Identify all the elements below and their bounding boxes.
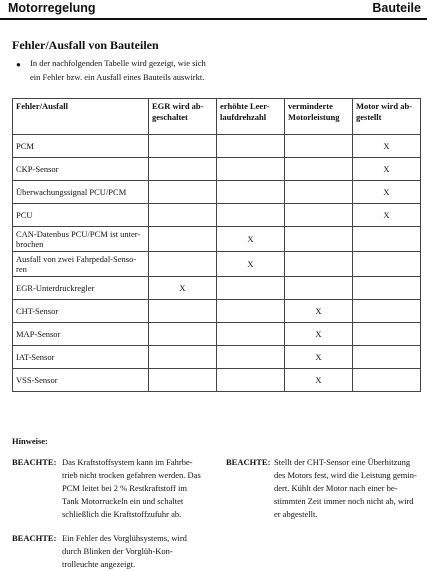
effect-cell [285, 277, 353, 300]
table-row [13, 300, 421, 323]
effect-cell [149, 181, 217, 204]
effect-cell: X [353, 135, 421, 158]
table-header: EGR wird ab- geschaltet [149, 99, 217, 135]
component-name-cell: VSS-Sensor [13, 369, 149, 392]
effect-cell [353, 323, 421, 346]
header-right: Bauteile [372, 1, 421, 15]
effect-cell: X [353, 204, 421, 227]
header-left: Motorregelung [8, 1, 96, 15]
effect-cell [149, 252, 217, 277]
note-glow [12, 532, 222, 569]
note-text: Stellt der CHT-Sensor eine Überhitzung des Motors fest, wird die Leistung gemin- dert. Kühlt der Motor nach einer be- stimmten Zeit immer noch nicht ab, wird er abgestellt. [274, 457, 417, 519]
table-header: Fehler/Ausfall [13, 99, 149, 135]
effect-cell [285, 181, 353, 204]
table-row [13, 346, 421, 369]
effect-cell [149, 323, 217, 346]
bullet-icon: ● [16, 60, 21, 69]
effect-cell [149, 135, 217, 158]
effect-cell [285, 135, 353, 158]
effect-cell [217, 300, 285, 323]
component-name-cell: EGR-Unterdruckregler [13, 277, 149, 300]
component-name-cell: CAN-Datenbus PCU/PCM ist unter- brochen [13, 227, 149, 252]
effect-cell [149, 300, 217, 323]
effect-cell: X [285, 369, 353, 392]
header-rule [0, 18, 427, 20]
effect-cell: X [149, 277, 217, 300]
effect-cell: X [353, 181, 421, 204]
effect-cell [217, 369, 285, 392]
table-header: erhöhte Leer- laufdrehzahl [217, 99, 285, 135]
table-row [13, 135, 421, 158]
table-row [13, 369, 421, 392]
component-name-cell: CKP-Sensor [13, 158, 149, 181]
effect-cell [285, 204, 353, 227]
note-label: BEACHTE: [226, 457, 271, 467]
effect-cell [285, 158, 353, 181]
component-name-cell: IAT-Sensor [13, 346, 149, 369]
failure-table [12, 98, 421, 392]
effect-cell [353, 369, 421, 392]
effect-cell [149, 158, 217, 181]
effect-cell [353, 277, 421, 300]
component-name-cell: MAP-Sensor [13, 323, 149, 346]
table-header-row [13, 99, 421, 135]
effect-cell: X [217, 252, 285, 277]
table-row [13, 252, 421, 277]
table-row [13, 227, 421, 252]
note-cht [226, 456, 426, 519]
effect-cell [353, 227, 421, 252]
effect-cell: X [285, 300, 353, 323]
note-label: BEACHTE: [12, 533, 57, 543]
effect-cell [353, 252, 421, 277]
notes-heading: Hinweise: [12, 436, 48, 446]
effect-cell [285, 227, 353, 252]
effect-cell: X [285, 323, 353, 346]
note-text: Das Kraftstoffsystem kann im Fahrbe- trieb nicht trocken gefahren werden. Das PCM leitet bei 2 % Restkraftstoff im Tank Motorruckeln ein und schaltet schließlich die Kraftstoffzufuhr ab. [62, 457, 201, 519]
effect-cell [217, 135, 285, 158]
table-row [13, 204, 421, 227]
component-name-cell: PCU [13, 204, 149, 227]
effect-cell [149, 346, 217, 369]
table-row [13, 277, 421, 300]
page-header [0, 0, 427, 18]
effect-cell: X [217, 227, 285, 252]
effect-cell [217, 204, 285, 227]
effect-cell [217, 158, 285, 181]
component-name-cell: Ausfall von zwei Fahrpedal-Senso- ren [13, 252, 149, 277]
table-row [13, 158, 421, 181]
effect-cell [217, 277, 285, 300]
note-fuel [12, 456, 222, 519]
effect-cell: X [353, 158, 421, 181]
effect-cell [353, 300, 421, 323]
effect-cell [149, 204, 217, 227]
effect-cell [149, 369, 217, 392]
effect-cell [353, 346, 421, 369]
effect-cell [285, 252, 353, 277]
section-title: Fehler/Ausfall von Bauteilen [12, 38, 159, 52]
component-name-cell: CHT-Sensor [13, 300, 149, 323]
table-row [13, 181, 421, 204]
effect-cell: X [285, 346, 353, 369]
table-header: Motor wird ab- gestellt [353, 99, 421, 135]
table-row [13, 323, 421, 346]
note-label: BEACHTE: [12, 457, 57, 467]
table-header: verminderte Motorleistung [285, 99, 353, 135]
component-name-cell: Überwachungssignal PCU/PCM [13, 181, 149, 204]
effect-cell [149, 227, 217, 252]
effect-cell [217, 346, 285, 369]
intro-text: In der nachfolgenden Tabelle wird gezeigt, wie sich ein Fehler bzw. ein Ausfall eines Bauteils auswirkt. [30, 58, 206, 82]
note-text: Ein Fehler des Vorglühsystems, wird durch Blinken der Vorglüh-Kon- trolleuchte angezeigt. [62, 533, 187, 569]
effect-cell [217, 323, 285, 346]
effect-cell [217, 181, 285, 204]
component-name-cell: PCM [13, 135, 149, 158]
